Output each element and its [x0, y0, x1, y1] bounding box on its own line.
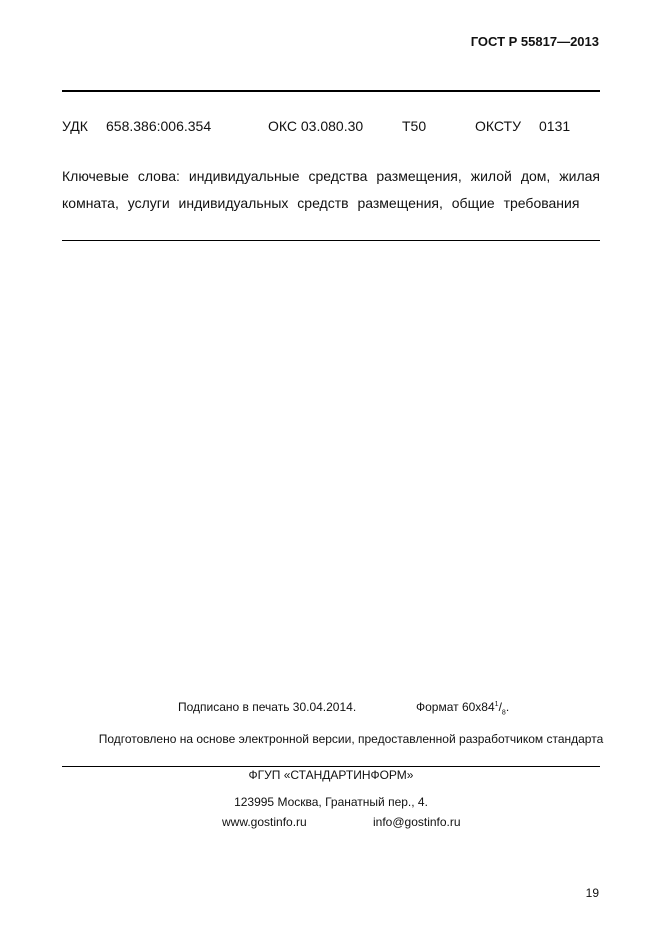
format-suffix: .	[505, 700, 510, 714]
keywords-block	[62, 163, 600, 217]
okstu-label: ОКСТУ	[475, 118, 521, 134]
standard-code: ГОСТ Р 55817—2013	[470, 34, 599, 49]
publisher-email[interactable]: info@gostinfo.ru	[373, 815, 461, 829]
okstu-value: 0131	[539, 118, 571, 134]
udk-value: 658.386:006.354	[106, 118, 212, 134]
udk-label: УДК	[62, 118, 88, 134]
format-sup: 1	[494, 701, 499, 708]
publisher-website[interactable]: www.gostinfo.ru	[222, 815, 307, 829]
footer-rule	[62, 766, 600, 767]
publisher-address: 123995 Москва, Гранатный пер., 4.	[234, 795, 428, 809]
signed-date: Подписано в печать 30.04.2014.	[178, 700, 357, 714]
keywords-line-1: Ключевые слова: индивидуальные средства размещения, жилой дом, жилая	[62, 168, 600, 184]
format-slash: /	[498, 700, 502, 714]
t-code: Т50	[402, 118, 427, 134]
keywords-rule	[62, 240, 600, 241]
keywords-line-2: комната, услуги индивидуальных средств размещения, общие требования	[62, 195, 580, 211]
page-number: 19	[585, 886, 599, 900]
print-format	[416, 700, 509, 716]
format-prefix: Формат 60х84	[416, 700, 495, 714]
oks-code: ОКС 03.080.30	[268, 118, 364, 134]
publisher-name: ФГУП «СТАНДАРТИНФОРМ»	[248, 768, 414, 782]
prepared-note: Подготовлено на основе электронной версии, предоставленной разработчиком стандарта	[98, 732, 604, 746]
format-sub: 8	[501, 709, 506, 717]
header-rule	[62, 90, 600, 92]
